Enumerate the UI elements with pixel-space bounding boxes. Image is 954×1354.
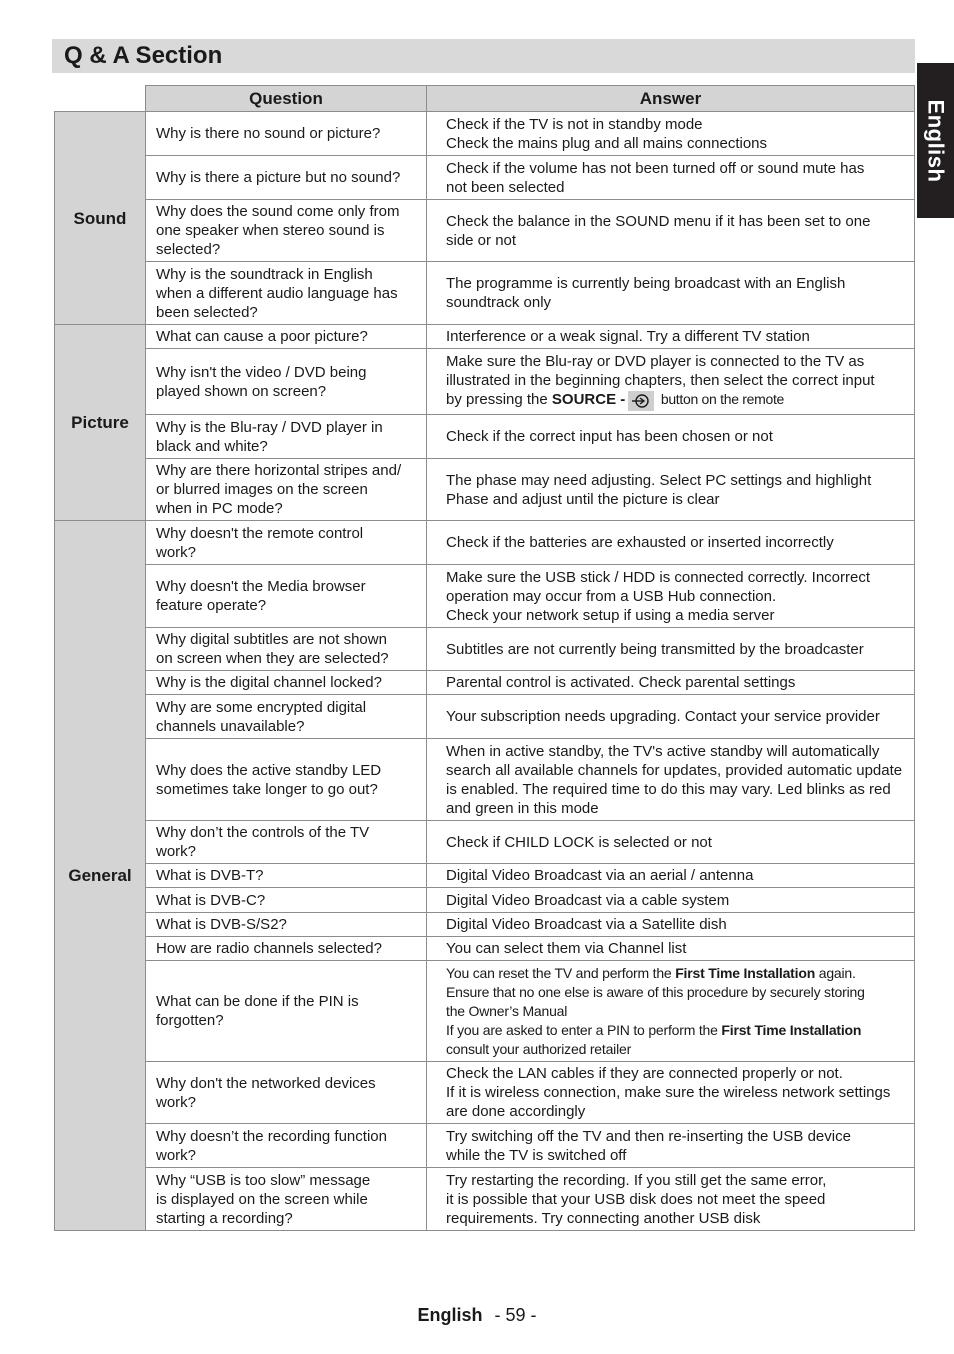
question-line: Why are some encrypted digital xyxy=(156,698,367,716)
table-row xyxy=(55,325,915,349)
table-row xyxy=(55,695,915,739)
answer-line: is enabled. The required time to do this may vary. Led blinks as red xyxy=(446,780,891,798)
question-cell xyxy=(146,262,427,325)
question-line: Why digital subtitles are not shown xyxy=(156,631,387,648)
question-line: when a different audio language has xyxy=(156,284,398,302)
question-cell xyxy=(146,937,427,961)
table-row xyxy=(55,459,915,521)
language-side-tab xyxy=(917,63,954,218)
answer-cell xyxy=(427,112,915,156)
answer-line: You can select them via Channel list xyxy=(446,940,687,957)
answer-line: Your subscription needs upgrading. Contact your service provider xyxy=(446,708,880,725)
answer-line: Check the LAN cables if they are connected properly or not. xyxy=(446,1065,843,1082)
question-line: What is DVB-S/S2? xyxy=(156,916,287,933)
answer-cell xyxy=(427,325,915,349)
question-line: played shown on screen? xyxy=(156,382,327,400)
question-line: work? xyxy=(156,1093,197,1111)
qa-table xyxy=(54,85,915,1231)
table-row xyxy=(55,1124,915,1168)
title-bar xyxy=(52,39,915,73)
question-cell xyxy=(146,961,427,1062)
question-line: when in PC mode? xyxy=(156,500,283,517)
answer-cell xyxy=(427,913,915,937)
answer-line: Digital Video Broadcast via an aerial / antenna xyxy=(446,867,754,884)
answer-cell xyxy=(427,961,915,1062)
question-cell xyxy=(146,459,427,521)
answer-cell xyxy=(427,821,915,864)
answer-line: Check if the TV is not in standby mode xyxy=(446,115,703,133)
answer-line: Check if the volume has not been turned off or sound mute has xyxy=(446,159,865,177)
answer-line: operation may occur from a USB Hub connection. xyxy=(446,587,777,605)
question-line: Why don't the networked devices xyxy=(156,1074,376,1092)
source-input-icon xyxy=(628,391,654,411)
page-title: Q & A Section xyxy=(64,42,223,69)
answer-line: Check your network setup if using a media server xyxy=(446,606,775,624)
header-blank-cell xyxy=(55,86,146,112)
question-cell xyxy=(146,1124,427,1168)
question-line: work? xyxy=(156,843,197,860)
answer-text: You can reset the TV and perform the xyxy=(446,964,676,981)
question-line: been selected? xyxy=(156,303,258,321)
question-line: black and white? xyxy=(156,437,268,455)
answer-line: The programme is currently being broadcast with an English xyxy=(446,275,846,292)
footer-language: English xyxy=(417,1305,483,1325)
question-line: Why is the Blu-ray / DVD player in xyxy=(156,418,383,436)
answer-cell xyxy=(427,156,915,200)
question-cell xyxy=(146,1168,427,1231)
answer-cell xyxy=(427,565,915,628)
answer-text: again. xyxy=(815,964,856,981)
question-cell xyxy=(146,112,427,156)
answer-line: search all available channels for updates, provided automatic update xyxy=(446,761,903,779)
question-cell xyxy=(146,671,427,695)
table-row xyxy=(55,349,915,415)
answer-line xyxy=(446,964,914,983)
answer-line: are done accordingly xyxy=(446,1103,586,1120)
question-cell xyxy=(146,325,427,349)
answer-line: soundtrack only xyxy=(446,294,552,311)
question-line: How are radio channels selected? xyxy=(156,940,382,957)
table-row xyxy=(55,1062,915,1124)
answer-line: Check the balance in the SOUND menu if it has been set to one xyxy=(446,212,871,230)
question-line: on screen when they are selected? xyxy=(156,650,389,667)
answer-cell xyxy=(427,671,915,695)
category-general: General xyxy=(55,521,146,1231)
question-line: sometimes take longer to go out? xyxy=(156,780,378,798)
table-row xyxy=(55,671,915,695)
table-row xyxy=(55,521,915,565)
answer-line: not been selected xyxy=(446,178,565,196)
source-button-label: SOURCE - xyxy=(551,391,626,409)
answer-line: The phase may need adjusting. Select PC settings and highlight xyxy=(446,471,872,489)
question-cell xyxy=(146,200,427,262)
answer-cell xyxy=(427,1124,915,1168)
answer-line: Digital Video Broadcast via a cable system xyxy=(446,891,730,909)
question-line: Why does the active standby LED xyxy=(156,761,382,779)
emphasis-text: First Time Installation xyxy=(721,1021,862,1038)
question-line: Why doesn't the remote control xyxy=(156,524,364,542)
table-row xyxy=(55,864,915,888)
answer-line: Phase and adjust until the picture is clear xyxy=(446,490,720,508)
table-row xyxy=(55,913,915,937)
table-row xyxy=(55,565,915,628)
question-cell xyxy=(146,888,427,913)
answer-line: it is possible that your USB disk does not meet the speed xyxy=(446,1190,826,1208)
answer-line: illustrated in the beginning chapters, then select the correct input xyxy=(446,372,875,390)
answer-cell xyxy=(427,937,915,961)
emphasis-text: First Time Installation xyxy=(675,964,816,981)
answer-cell xyxy=(427,459,915,521)
question-line: What is DVB-T? xyxy=(156,867,264,884)
question-line: forgotten? xyxy=(156,1012,224,1029)
question-line: What can be done if the PIN is xyxy=(156,993,359,1010)
question-line: work? xyxy=(156,1146,197,1164)
table-row xyxy=(55,961,915,1062)
question-cell xyxy=(146,565,427,628)
table-row xyxy=(55,262,915,325)
table-row xyxy=(55,156,915,200)
question-cell xyxy=(146,349,427,415)
answer-line xyxy=(446,1002,914,1021)
answer-line: Try switching off the TV and then re-inserting the USB device xyxy=(446,1127,851,1145)
question-cell xyxy=(146,695,427,739)
question-line: feature operate? xyxy=(156,597,267,614)
table-row xyxy=(55,628,915,671)
qa-table-body xyxy=(55,112,915,1231)
answer-line xyxy=(446,390,914,410)
answer-line: Check if the correct input has been chosen or not xyxy=(446,428,773,445)
question-line: Why don’t the controls of the TV xyxy=(156,824,370,841)
answer-line: Check if the batteries are exhausted or inserted incorrectly xyxy=(446,534,834,551)
answer-line: When in active standby, the TV's active standby will automatically xyxy=(446,742,880,760)
answer-line: side or not xyxy=(446,231,517,249)
language-side-tab-label: English xyxy=(923,99,949,182)
page-number: - 59 - xyxy=(494,1305,537,1325)
table-row xyxy=(55,112,915,156)
answer-line xyxy=(446,983,914,1002)
question-cell xyxy=(146,864,427,888)
answer-cell xyxy=(427,262,915,325)
answer-cell xyxy=(427,349,915,415)
answer-cell xyxy=(427,1062,915,1124)
question-line: Why doesn't the Media browser xyxy=(156,578,366,595)
question-line: selected? xyxy=(156,241,221,258)
question-line: Why is there a picture but no sound? xyxy=(156,169,401,186)
answer-cell xyxy=(427,888,915,913)
answer-line: Check if CHILD LOCK is selected or not xyxy=(446,833,712,851)
question-cell xyxy=(146,1062,427,1124)
answer-text: by pressing the xyxy=(446,391,552,409)
answer-cell xyxy=(427,415,915,459)
question-line: work? xyxy=(156,543,197,561)
question-line: or blurred images on the screen xyxy=(156,481,368,498)
question-line: Why is there no sound or picture? xyxy=(156,125,381,142)
answer-line xyxy=(446,1040,914,1059)
table-row xyxy=(55,200,915,262)
answer-cell xyxy=(427,739,915,821)
question-cell xyxy=(146,628,427,671)
question-line: Why is the digital channel locked? xyxy=(156,674,382,691)
question-cell xyxy=(146,521,427,565)
page-footer xyxy=(0,1305,954,1326)
question-line: is displayed on the screen while xyxy=(156,1190,368,1208)
answer-line: and green in this mode xyxy=(446,799,599,817)
table-row xyxy=(55,888,915,913)
category-picture: Picture xyxy=(55,325,146,521)
answer-line: If it is wireless connection, make sure the wireless network settings xyxy=(446,1084,891,1101)
question-line: one speaker when stereo sound is xyxy=(156,222,385,239)
question-cell xyxy=(146,156,427,200)
question-line: channels unavailable? xyxy=(156,717,305,735)
answer-text: If you are asked to enter a PIN to perform the xyxy=(446,1021,722,1038)
answer-cell xyxy=(427,628,915,671)
question-cell xyxy=(146,415,427,459)
answer-line: requirements. Try connecting another USB disk xyxy=(446,1209,761,1227)
answer-cell xyxy=(427,1168,915,1231)
answer-line: Make sure the USB stick / HDD is connected correctly. Incorrect xyxy=(446,568,871,586)
answer-text: Ensure that no one else is aware of this procedure by securely storing xyxy=(446,983,865,1000)
question-line: Why isn't the video / DVD being xyxy=(156,363,367,381)
header-answer: Answer xyxy=(427,86,915,112)
answer-line: Make sure the Blu-ray or DVD player is connected to the TV as xyxy=(446,353,865,371)
question-line: What is DVB-C? xyxy=(156,891,266,909)
table-row xyxy=(55,1168,915,1231)
answer-line: Subtitles are not currently being transmitted by the broadcaster xyxy=(446,640,864,658)
question-cell xyxy=(146,913,427,937)
answer-line: while the TV is switched off xyxy=(446,1146,627,1164)
question-line: Why is the soundtrack in English xyxy=(156,265,373,283)
answer-cell xyxy=(427,200,915,262)
table-row xyxy=(55,821,915,864)
table-row xyxy=(55,937,915,961)
question-line: Why doesn’t the recording function xyxy=(156,1127,387,1145)
answer-line: Try restarting the recording. If you still get the same error, xyxy=(446,1171,827,1189)
answer-cell xyxy=(427,864,915,888)
answer-text: consult your authorized retailer xyxy=(446,1040,632,1057)
answer-line: Check the mains plug and all mains connections xyxy=(446,134,768,152)
question-line: Why does the sound come only from xyxy=(156,203,400,220)
answer-line: Parental control is activated. Check parental settings xyxy=(446,674,796,691)
header-question: Question xyxy=(146,86,427,112)
answer-line: Digital Video Broadcast via a Satellite dish xyxy=(446,916,727,933)
question-cell xyxy=(146,821,427,864)
answer-text: button on the remote xyxy=(657,391,785,408)
question-line: Why are there horizontal stripes and/ xyxy=(156,462,402,479)
answer-line xyxy=(446,1021,914,1040)
table-header-row xyxy=(55,86,915,112)
question-line: What can cause a poor picture? xyxy=(156,328,368,345)
table-row xyxy=(55,739,915,821)
question-line: Why “USB is too slow” message xyxy=(156,1171,371,1189)
category-sound: Sound xyxy=(55,112,146,325)
answer-text: the Owner’s Manual xyxy=(446,1002,568,1019)
answer-line: Interference or a weak signal. Try a different TV station xyxy=(446,328,810,345)
question-line: starting a recording? xyxy=(156,1209,293,1227)
answer-cell xyxy=(427,521,915,565)
table-row xyxy=(55,415,915,459)
answer-cell xyxy=(427,695,915,739)
question-cell xyxy=(146,739,427,821)
